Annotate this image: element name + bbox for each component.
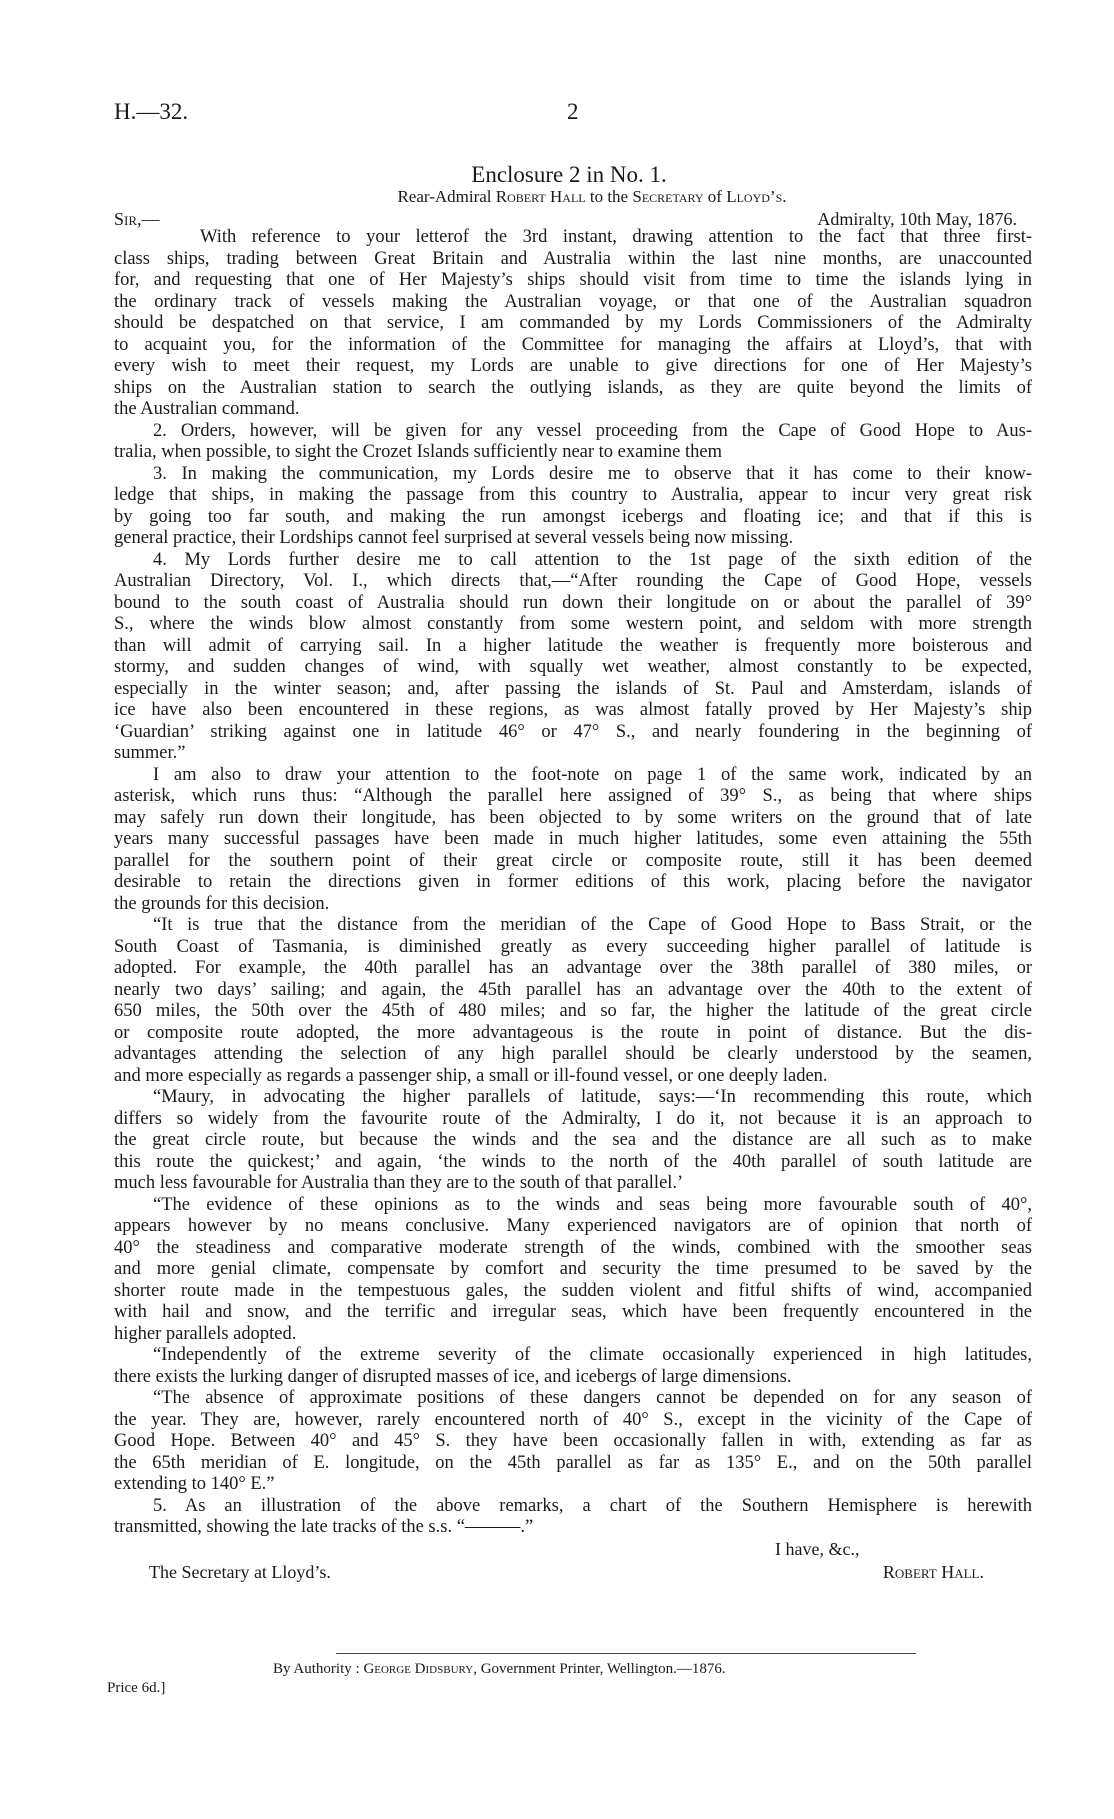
text-line: 3. In making the communication, my Lords desire me to observe that it has come to their know-: [153, 463, 1032, 484]
text-line: higher parallels adopted.: [114, 1323, 297, 1344]
paragraph: [114, 765, 1032, 916]
paragraph: [114, 227, 1032, 421]
text-line: ice have also been encountered in these regions, as was almost fatally proved by Her Majesty’s ship: [114, 700, 1032, 720]
text-line: asterisk, which runs thus: “Although the parallel here assigned of 39° S., as being that where ships: [114, 786, 1032, 806]
imprint-suffix: , Government Printer, Wellington.—1876.: [473, 1661, 726, 1677]
recipient-org: Lloyd’s: [726, 187, 783, 206]
text-line: 5. As an illustration of the above remarks, a chart of the Southern Hemisphere is herewith: [153, 1495, 1032, 1516]
text-line: nearly two days’ sailing; and again, the 45th parallel has an advantage over the 40th to the extent of: [114, 979, 1032, 1000]
sender-name: Robert Hall: [495, 187, 586, 206]
text-line: especially in the winter season; and, after passing the islands of St. Paul and Amsterdam, islands of: [114, 678, 1032, 699]
text-line: 40° the steadiness and comparative moderate strength of the winds, combined with the smoother seas: [114, 1237, 1032, 1258]
text-line: much less favourable for Australia than they are to the south of that parallel.’: [114, 1173, 684, 1193]
paragraph: [114, 1388, 1032, 1496]
text-line: “Independently of the extreme severity of the climate occasionally experienced in high latitudes,: [153, 1345, 1032, 1365]
text-line: 2. Orders, however, will be given for any vessel proceeding from the Cape of Good Hope to Aus-: [153, 420, 1032, 441]
text-line: the Australian command.: [114, 399, 300, 419]
text-line: appears however by no means conclusive. Many experienced navigators are of opinion that north of: [114, 1216, 1032, 1236]
text-line: the ordinary track of vessels making the Australian voyage, or that one of the Australian squadron: [114, 291, 1032, 312]
paragraph: [114, 1496, 1032, 1539]
imprint-prefix: By Authority :: [273, 1661, 364, 1677]
letter-body: [114, 227, 1032, 1539]
text-line: 4. My Lords further desire me to call attention to the 1st page of the sixth edition of the: [153, 549, 1032, 570]
text-line: there exists the lurking danger of disrupted masses of ice, and icebergs of large dimensions.: [114, 1366, 792, 1387]
paragraph: [114, 915, 1032, 1087]
text-line: every wish to meet their request, my Lords are unable to give directions for one of Her Majesty’s: [114, 356, 1032, 376]
text-line: “It is true that the distance from the meridian of the Cape of Good Hope to Bass Strait, or the: [153, 915, 1032, 935]
price: Price 6d.]: [107, 1680, 166, 1696]
printer-name: George Didsbury: [363, 1661, 474, 1677]
paragraph: [114, 1345, 1032, 1388]
text-line: 650 miles, the 50th over the 45th of 480 miles; and so far, the higher the latitude of the great circle: [114, 1001, 1032, 1021]
paragraph: [114, 550, 1032, 765]
text-line: With reference to your letterof the 3rd instant, drawing attention to the fact that three first-: [200, 227, 1032, 247]
text-line: the great circle route, but because the winds and the sea and the distance are all such as to make: [114, 1130, 1032, 1150]
text-line: transmitted, showing the late tracks of the s.s. “———.”: [114, 1517, 534, 1537]
text-line: and more especially as regards a passenger ship, a small or ill-found vessel, or one deeply laden.: [114, 1065, 828, 1086]
text-line: the year. They are, however, rarely encountered north of 40° S., except in the vicinity of the Cape of: [114, 1409, 1032, 1430]
text-line: ‘Guardian’ striking against one in latitude 46° or 47° S., and nearly foundering in the beginning of: [114, 721, 1032, 742]
text-line: summer.”: [114, 743, 186, 763]
text-line: with hail and snow, and the terrific and irregular seas, which have been frequently encountered in the: [114, 1302, 1032, 1322]
text-line: the grounds for this decision.: [114, 893, 330, 914]
text-line: “Maury, in advocating the higher parallels of latitude, says:—‘In recommending this route, which: [153, 1087, 1032, 1107]
text-line: parallel for the southern point of their great circle or composite route, still it has been deemed: [114, 850, 1032, 871]
text-line: shorter route made in the tempestuous gales, the sudden violent and fitful shifts of wind, accompanied: [114, 1280, 1032, 1301]
footer-divider: [336, 1653, 916, 1654]
text-line: class ships, trading between Great Britain and Australia within the last nine months, are unaccounted: [114, 248, 1032, 269]
page-number: 2: [567, 99, 579, 124]
signature: Robert Hall.: [882, 1562, 984, 1582]
text-line: extending to 140° E.”: [114, 1474, 275, 1494]
text-line: general practice, their Lordships cannot feel surprised at several vessels being now missing.: [114, 528, 794, 548]
text-line: for, and requesting that one of Her Majesty’s ships should visit from time to time the islands lying in: [114, 270, 1032, 290]
text-line: bound to the south coast of Australia should run down their longitude on or about the parallel of 39°: [114, 592, 1032, 613]
text-line: I am also to draw your attention to the foot-note on page 1 of the same work, indicated by an: [153, 764, 1032, 785]
text-line: S., where the winds blow almost constantly from some western point, and seldom with more strength: [114, 614, 1032, 634]
paragraph: [114, 1087, 1032, 1195]
text-line: “The absence of approximate positions of these dangers cannot be depended on for any season of: [153, 1388, 1032, 1408]
text-line: or composite route adopted, the more advantageous is the route in point of distance. But the dis-: [114, 1022, 1032, 1043]
addressee: The Secretary at Lloyd’s.: [149, 1562, 331, 1582]
text-line: stormy, and sudden changes of wind, with squally wet weather, almost constantly to be expected,: [114, 657, 1032, 677]
document-number: H.—32.: [114, 99, 189, 124]
text-line: Good Hope. Between 40° and 45° S. they have been occasionally fallen in with, extending as far as: [114, 1431, 1032, 1451]
heading-prefix: Rear-Admiral: [397, 187, 496, 206]
paragraph: [114, 1195, 1032, 1346]
printer-imprint: [273, 1661, 726, 1678]
heading-suffix: .: [782, 187, 787, 206]
text-line: than will admit of carrying sail. In a higher latitude the weather is frequently more boisterous and: [114, 635, 1032, 656]
text-line: ships on the Australian station to search the outlying islands, as they are quite beyond the limits of: [114, 377, 1032, 398]
heading-of: of: [703, 187, 727, 206]
text-line: ledge that ships, in making the passage from this country to Australia, appear to incur very great risk: [114, 485, 1032, 505]
text-line: desirable to retain the directions given in former editions of this work, placing before the navigator: [114, 872, 1032, 892]
text-line: Australian Directory, Vol. I., which directs that,—“After rounding the Cape of Good Hope, vessels: [114, 571, 1032, 591]
text-line: differs so widely from the favourite route of the Admiralty, I do it, not because it is an approach to: [114, 1108, 1032, 1129]
text-line: this route the quickest;’ and again, ‘the winds to the north of the 40th parallel of south latitude are: [114, 1151, 1032, 1172]
letter-date: Admiralty, 10th May, 1876.: [817, 209, 1017, 229]
text-line: may safely run down their longitude, has been objected to by some writers on the ground that of late: [114, 807, 1032, 828]
salutation: Sir,—: [114, 209, 160, 229]
enclosure-title: Enclosure 2 in No. 1.: [471, 162, 667, 187]
text-line: years many successful passages have been made in much higher latitudes, some even attaining the 55th: [114, 829, 1032, 849]
closing: I have, &c.,: [775, 1539, 860, 1559]
heading-middle: to the: [585, 187, 633, 206]
text-line: should be despatched on that service, I am commanded by my Lords Commissioners of the Admiralty: [114, 313, 1032, 333]
text-line: the 65th meridian of E. longitude, on the 45th parallel as far as 135° E., and on the 50th parallel: [114, 1452, 1032, 1473]
paragraph: [114, 464, 1032, 550]
letter-heading: [0, 187, 1114, 207]
text-line: adopted. For example, the 40th parallel has an advantage over the 38th parallel of 380 miles, or: [114, 958, 1032, 978]
text-line: “The evidence of these opinions as to the winds and seas being more favourable south of 40°,: [153, 1194, 1032, 1215]
paragraph: [114, 421, 1032, 464]
recipient-title: Secretary: [632, 187, 704, 206]
text-line: and more genial climate, compensate by comfort and security the time presumed to be saved by the: [114, 1259, 1032, 1279]
text-line: to acquaint you, for the information of the Committee for managing the affairs at Lloyd’s, that with: [114, 334, 1032, 355]
text-line: tralia, when possible, to sight the Crozet Islands sufficiently near to examine them: [114, 442, 722, 462]
text-line: advantages attending the selection of any high parallel should be clearly understood by the seamen,: [114, 1044, 1032, 1064]
text-line: South Coast of Tasmania, is diminished greatly as every succeeding higher parallel of latitude is: [114, 936, 1032, 957]
text-line: by going too far south, and making the run amongst icebergs and floating ice; and that if this is: [114, 506, 1032, 527]
